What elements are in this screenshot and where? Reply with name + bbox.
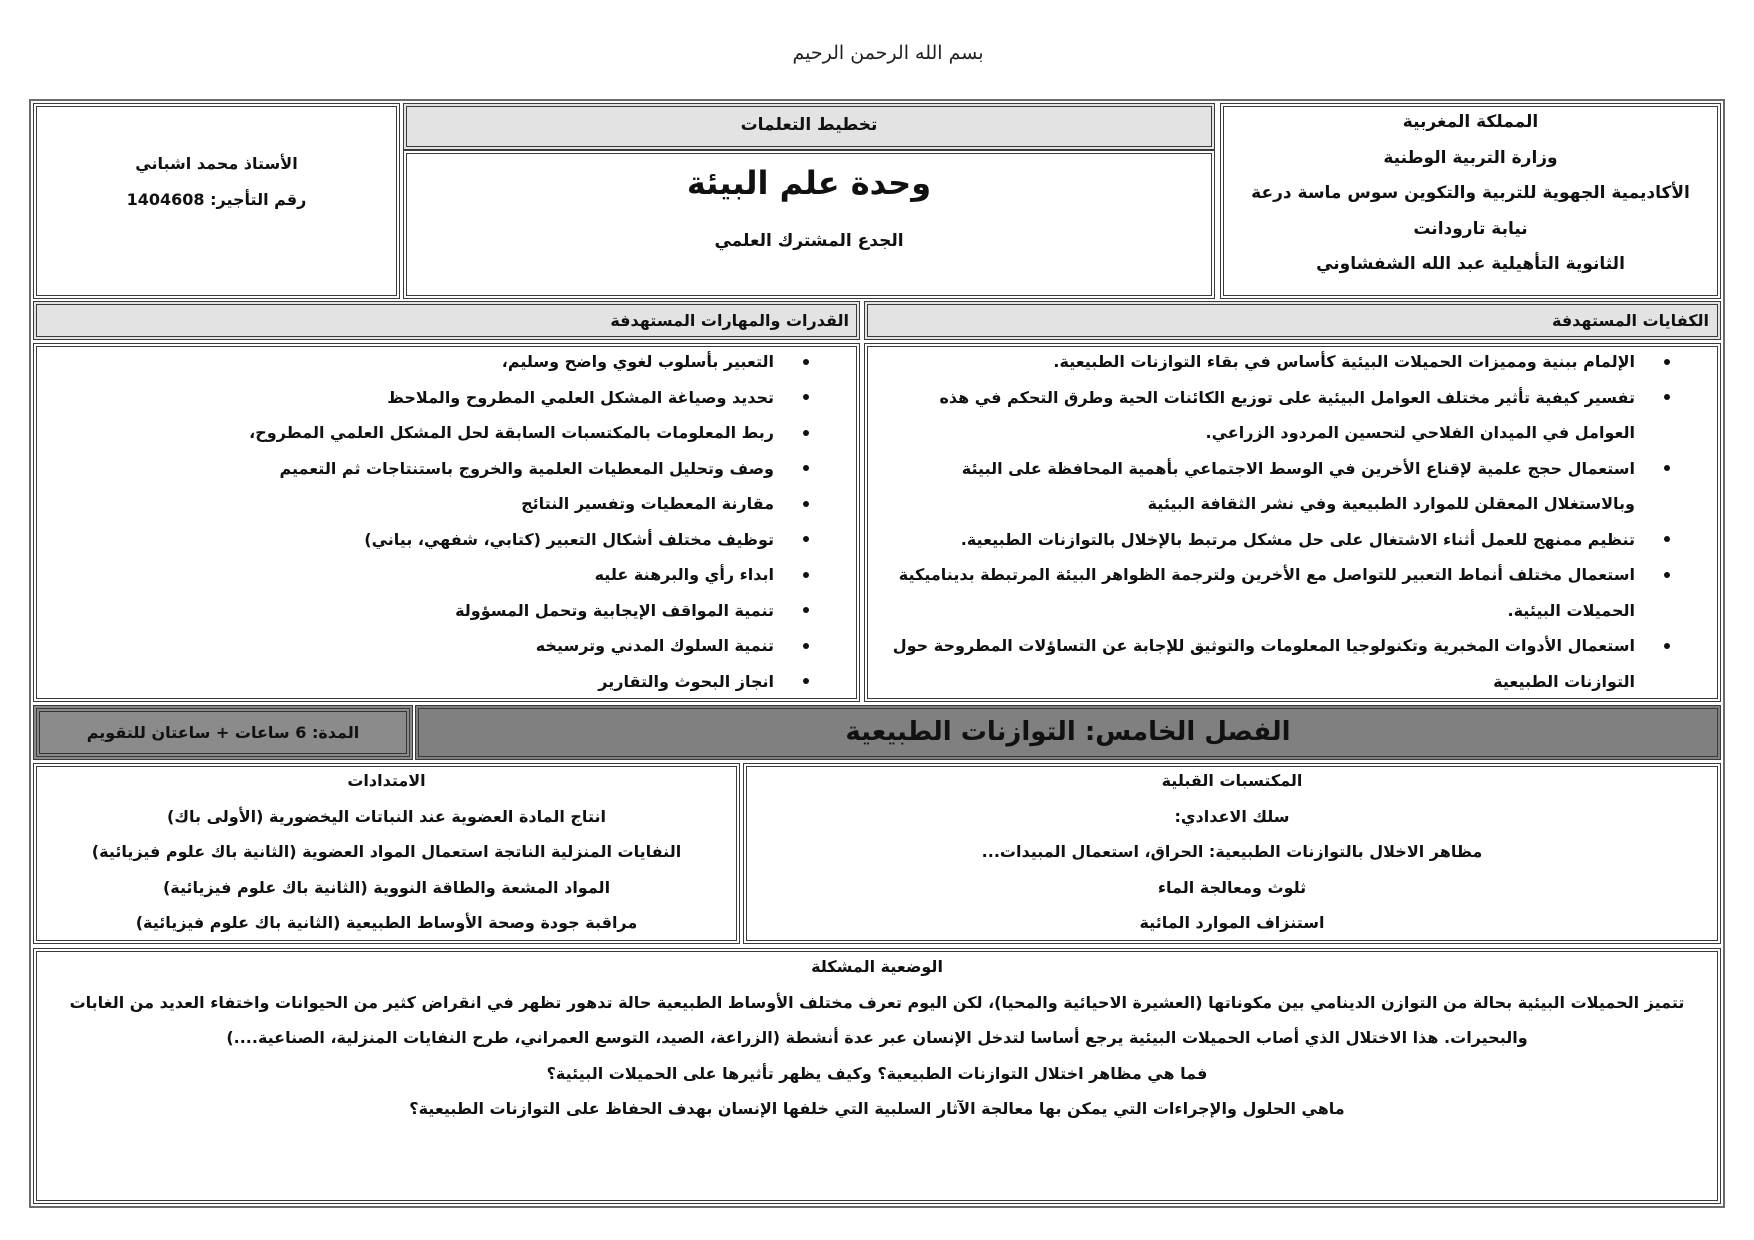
prior-knowledge-text: مظاهر الاخلال بالتوازنات الطبيعية: الحراق، استعمال المبيدات... [981, 842, 1483, 861]
extensions-cell [33, 763, 740, 944]
bullet-icon [803, 678, 809, 684]
list-item [868, 522, 1717, 558]
bullet-icon [803, 643, 809, 649]
list-item-text: ربط المعلومات بالمكتسبات السابقة لحل المشكل العلمي المطروح، [249, 423, 774, 442]
problem-line [37, 1020, 1717, 1056]
school-label: الثانوية التأهيلية عبد الله الشفشاوني [1316, 254, 1625, 274]
employee-number-line [37, 182, 396, 218]
bullet-icon [803, 536, 809, 542]
problem-question-line [37, 1091, 1717, 1127]
list-item [37, 628, 856, 664]
institution-line [1224, 247, 1717, 283]
prior-knowledge-line [747, 799, 1717, 835]
extensions-line [37, 870, 736, 906]
list-item-continuation [868, 664, 1717, 700]
duration-box [39, 711, 407, 754]
bullet-icon [1664, 359, 1670, 365]
planning-label-cell [403, 103, 1215, 150]
list-item-text: مقارنة المعطيات وتفسير النتائج [521, 494, 774, 513]
prior-knowledge-title-line [747, 763, 1717, 799]
competencies-list [868, 344, 1717, 699]
academy-label: الأكاديمية الجهوية للتربية والتكوين سوس ماسة درعة [1251, 183, 1690, 203]
directorate-label: نيابة تارودانت [1413, 218, 1528, 239]
problem-title: الوضعية المشكلة [811, 957, 943, 976]
list-item-text: تحديد وصياغة المشكل العلمي المطروح والملاحظ [387, 387, 774, 407]
prior-knowledge-line [747, 870, 1717, 906]
list-item-text: انجاز البحوث والتقارير [598, 671, 774, 691]
skills-header: القدرات والمهارات المستهدفة [33, 301, 860, 340]
extensions-line [37, 799, 736, 835]
prior-knowledge-line [747, 905, 1717, 941]
institution-lines [1224, 105, 1717, 283]
planning-label-line [407, 107, 1211, 143]
prior-knowledge-text: ثلوث ومعالجة الماء [1157, 877, 1307, 897]
list-item [868, 451, 1717, 487]
unit-cell [403, 150, 1215, 299]
list-item-text: تفسير كيفية تأثير مختلف العوامل البيئية على توزيع الكائنات الحية وطرق التحكم في هذه [939, 387, 1635, 407]
bullet-icon [1664, 465, 1670, 471]
level-label: الجدع المشترك العلمي [714, 231, 904, 251]
list-item-text: الحميلات البيئية. [1507, 600, 1635, 620]
unit-title: وحدة علم البيئة [686, 164, 932, 202]
chapter-title: الفصل الخامس: التوازنات الطبيعية [845, 717, 1291, 747]
problem-text: تتميز الحميلات البيئية بحالة من التوازن الدينامي بين مكوناتها (العشيرة الاحيائية والمحيا)، لكن اليوم تعرف مختلف الأوساط الطبيعية حالة تدهور تظهر في انقراض كثير من الحيوانات واختفاء العديد من الغابات [69, 992, 1685, 1012]
competencies-header: الكفايات المستهدفة [864, 301, 1721, 340]
extensions-lines [37, 763, 736, 941]
list-item-text: ابداء رأي والبرهنة عليه [594, 565, 774, 584]
list-item-text: التعبير بأسلوب لغوي واضح وسليم، [501, 352, 774, 371]
list-item [868, 628, 1717, 664]
prior-knowledge-text: استنزاف الموارد المائية [1139, 913, 1325, 932]
bullet-icon [803, 607, 809, 613]
list-item-text: العوامل في الميدان الفلاحي لتحسين المردود الزراعي. [1205, 423, 1635, 442]
duration-cell [33, 705, 413, 760]
institution-line [1224, 176, 1717, 212]
extensions-title-line [37, 763, 736, 799]
problem-question-line [37, 1056, 1717, 1092]
chapter-cell [415, 705, 1721, 760]
list-item [37, 664, 856, 700]
institution-line [1224, 212, 1717, 248]
bullet-icon [803, 572, 809, 578]
teacher-info [37, 146, 396, 217]
list-item-text: استعمال حجج علمية لإقناع الأخرين في الوسط الاجتماعي بأهمية المحافظة على البيئة [961, 458, 1635, 478]
bullet-icon [1664, 643, 1670, 649]
employee-number: رقم التأجير: 1404608 [126, 189, 307, 209]
extensions-line [37, 834, 736, 870]
ministry-label: وزارة التربية الوطنية [1383, 147, 1558, 168]
planning-label: تخطيط التعلمات [740, 115, 878, 135]
list-item-continuation [868, 593, 1717, 629]
basmala: بسم الله الرحمن الرحيم [792, 42, 984, 64]
list-item-text: تنمية السلوك المدني وترسيخه [535, 636, 774, 655]
list-item-text: الإلمام ببنية ومميزات الحميلات البيئية كأساس في بقاء التوازنات الطبيعية. [1053, 352, 1635, 371]
list-item-text: استعمال مختلف أنماط التعبير للتواصل مع الأخرين ولترجمة الظواهر البيئة المرتبطة بديناميكية [898, 565, 1635, 584]
bullet-icon [803, 430, 809, 436]
list-item [37, 451, 856, 487]
list-item-continuation [868, 486, 1717, 522]
extensions-line [37, 905, 736, 941]
list-item-text: تنظيم ممنهج للعمل أثناء الاشتغال على حل مشكل مرتبط بالإخلال بالتوازنات الطبيعية. [960, 529, 1635, 549]
problem-title-line [37, 949, 1717, 985]
problem-lines [37, 949, 1717, 1127]
prior-knowledge-lines [747, 763, 1717, 941]
extension-text: مراقبة جودة وصحة الأوساط الطبيعية (الثانية باك علوم فيزيائية) [135, 913, 638, 932]
list-item-text: التوازنات الطبيعية [1493, 671, 1635, 691]
bullet-icon [1664, 394, 1670, 400]
list-item-text: استعمال الأدوات المخبرية وتكنولوجيا المعلومات والتوثيق للإجابة عن التساؤلات المطروحة حول [892, 636, 1635, 655]
list-item [37, 380, 856, 416]
skills-list-cell [33, 343, 860, 702]
list-item-continuation [868, 415, 1717, 451]
bullet-icon [803, 501, 809, 507]
institution-line [1224, 141, 1717, 177]
problem-question: ماهي الحلول والإجراءات التي يمكن بها معالجة الآثار السلبية التي خلفها الإنسان بهدف الحفاظ على التوازنات الطبيعية؟ [409, 1099, 1345, 1118]
teacher-name: الأستاذ محمد اشباني [135, 154, 298, 173]
duration-label: المدة: 6 ساعات + ساعتان للتقويم [86, 723, 360, 742]
prior-knowledge-text: سلك الاعدادي: [1174, 806, 1290, 826]
extension-text: النفايات المنزلية الناتجة استعمال المواد العضوية (الثانية باك علوم فيزيائية) [91, 842, 682, 861]
institution-line [1224, 105, 1717, 141]
list-item-text: وصف وتحليل المعطيات العلمية والخروج باستنتاجات ثم التعميم [279, 458, 774, 478]
prior-knowledge-title: المكتسبات القبلية [1161, 771, 1303, 790]
list-item [868, 380, 1717, 416]
extension-text: المواد المشعة والطاقة النووية (الثانية باك علوم فيزيائية) [162, 877, 611, 897]
list-item-text: توظيف مختلف أشكال التعبير (كتابي، شفهي، بياني) [364, 529, 774, 549]
extensions-title: الامتدادات [347, 771, 426, 790]
teacher-cell [33, 103, 400, 299]
problem-question: فما هي مظاهر اختلال التوازنات الطبيعية؟ وكيف يظهر تأثيرها على الحميلات البيئية؟ [546, 1063, 1208, 1083]
problem-line [37, 985, 1717, 1021]
prior-knowledge-line [747, 834, 1717, 870]
list-item [37, 486, 856, 522]
teacher-name-line [37, 146, 396, 182]
list-item-text: وبالاستغلال المعقلن للموارد الطبيعية وفي نشر الثقافة البيئية [1147, 494, 1635, 513]
skills-list [37, 344, 856, 699]
prior-knowledge-cell [743, 763, 1721, 944]
problem-text: والبحيرات. هذا الاختلال الذي أصاب الحميلات البيئية يرجع أساسا لتدخل الإنسان عبر عدة أنشطة (الزراعة، الصيد، التوسع العمراني، طرح النفايات المنزلية، الصناعية....) [226, 1028, 1528, 1047]
problem-cell [33, 948, 1721, 1204]
list-item [37, 415, 856, 451]
bullet-icon [803, 394, 809, 400]
list-item [37, 593, 856, 629]
list-item [37, 557, 856, 593]
bullet-icon [803, 359, 809, 365]
bullet-icon [1664, 536, 1670, 542]
bullet-icon [1664, 572, 1670, 578]
competencies-list-cell [864, 343, 1721, 702]
extension-text: انتاج المادة العضوية عند النباتات اليخضورية (الأولى باك) [167, 806, 606, 826]
list-item [37, 522, 856, 558]
list-item [37, 344, 856, 380]
kingdom-label: المملكة المغربية [1402, 112, 1539, 132]
bullet-icon [803, 465, 809, 471]
list-item-text: تنمية المواقف الإيجابية وتحمل المسؤولة [455, 600, 774, 620]
institution-cell [1220, 103, 1721, 299]
list-item [868, 557, 1717, 593]
list-item [868, 344, 1717, 380]
